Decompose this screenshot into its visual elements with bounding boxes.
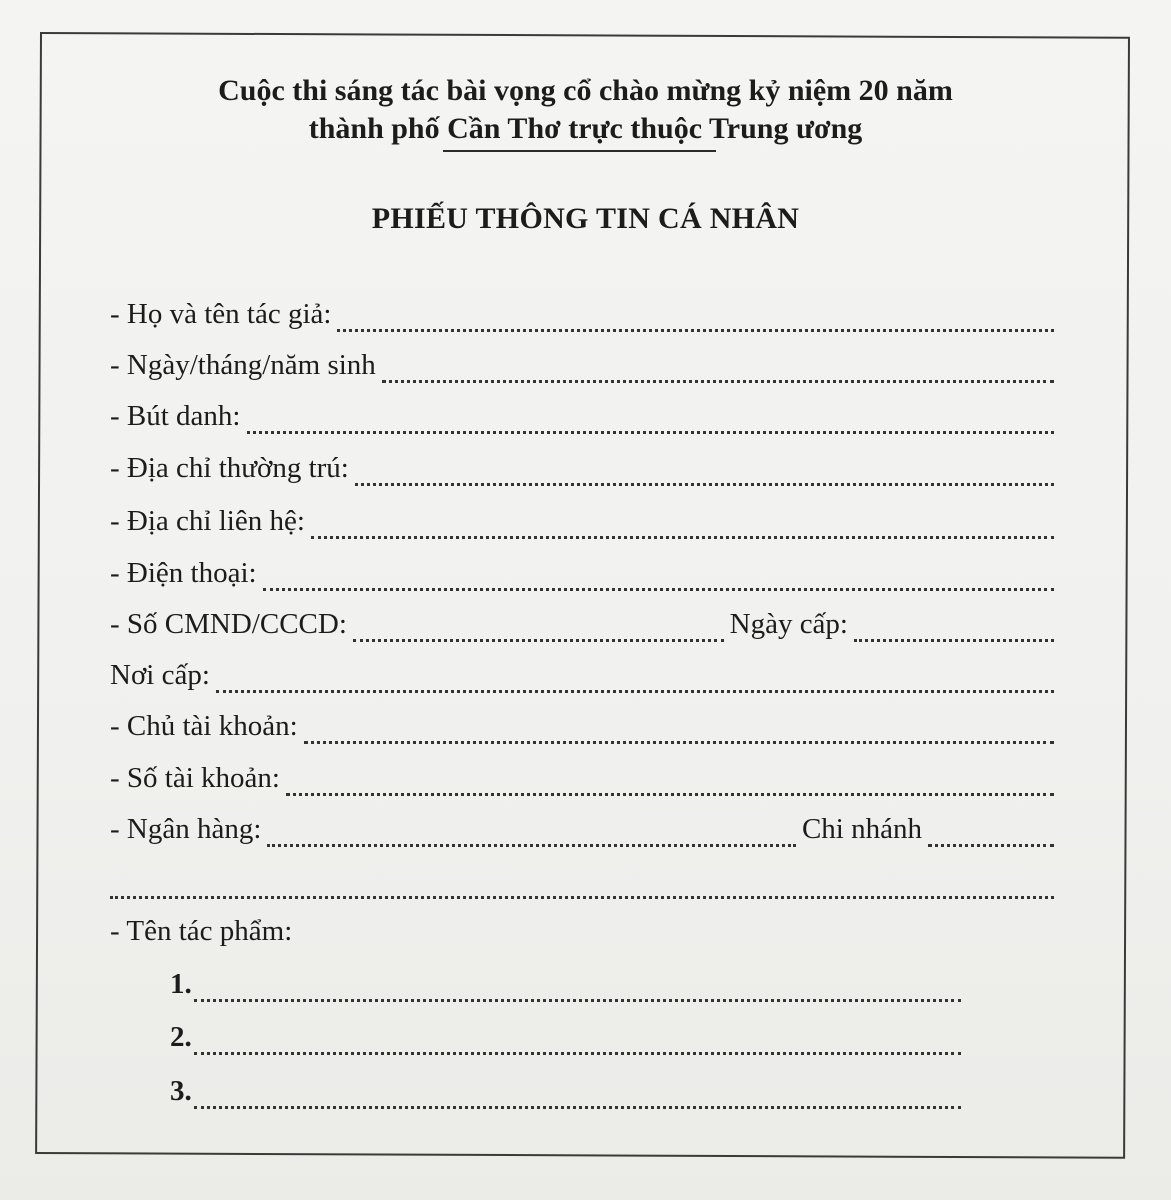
field-birth-date[interactable]	[110, 349, 1058, 389]
work-item-1[interactable]	[170, 968, 965, 1008]
fill-line[interactable]	[304, 741, 1054, 744]
fill-line[interactable]	[267, 844, 796, 847]
title-text-after: Trung ương	[702, 112, 863, 145]
field-label-issue-date: Ngày cấp:	[729, 608, 848, 640]
fill-line[interactable]	[928, 844, 1054, 847]
fill-line[interactable]	[194, 1106, 961, 1109]
fill-line[interactable]	[216, 690, 1054, 693]
fill-line[interactable]	[311, 536, 1054, 539]
form-title: PHIẾU THÔNG TIN CÁ NHÂN	[371, 202, 800, 235]
field-label: - Số tài khoản:	[110, 762, 280, 794]
field-full-name[interactable]	[110, 298, 1058, 338]
fill-line[interactable]	[286, 793, 1054, 796]
field-label: - Ngày/tháng/năm sinh	[110, 349, 376, 381]
field-account-number[interactable]	[110, 762, 1058, 802]
field-label: - Địa chỉ liên hệ:	[110, 505, 305, 537]
field-label: - Ngân hàng:	[110, 813, 262, 845]
fill-line[interactable]	[382, 380, 1054, 383]
field-label: - Tên tác phẩm:	[110, 915, 293, 947]
field-issue-place[interactable]	[110, 659, 1058, 699]
fill-line[interactable]	[194, 999, 961, 1002]
field-id-number[interactable]	[110, 608, 1058, 648]
work-item-2[interactable]	[170, 1021, 965, 1061]
field-label: - Địa chỉ thường trú:	[110, 452, 349, 484]
fill-line[interactable]	[353, 639, 724, 642]
field-bank[interactable]	[110, 813, 1058, 853]
contest-title-line-2	[0, 112, 1171, 146]
item-number: 2.	[170, 1021, 192, 1053]
field-label: Nơi cấp:	[110, 659, 210, 691]
fill-line[interactable]	[194, 1052, 961, 1055]
work-item-3[interactable]	[170, 1075, 965, 1115]
field-phone[interactable]	[110, 557, 1058, 597]
fill-line[interactable]	[355, 483, 1054, 486]
fill-line[interactable]	[263, 588, 1054, 591]
field-work-titles	[110, 915, 1058, 955]
field-label: - Chủ tài khoản:	[110, 710, 298, 742]
fill-line[interactable]	[247, 431, 1055, 434]
field-permanent-address[interactable]	[110, 452, 1058, 492]
field-pen-name[interactable]	[110, 400, 1058, 440]
field-bank-continuation[interactable]	[110, 865, 1058, 905]
field-contact-address[interactable]	[110, 505, 1058, 545]
field-label-branch: Chi nhánh	[801, 813, 922, 845]
field-label: - Điện thoại:	[110, 557, 257, 589]
title-text-before: thành phố	[308, 112, 448, 145]
field-label: - Bút danh:	[110, 400, 241, 432]
title-underlined-text: Cần Thơ trực thuộc	[447, 112, 703, 145]
item-number: 3.	[170, 1075, 192, 1107]
field-label: - Họ và tên tác giả:	[110, 298, 332, 330]
item-number: 1.	[170, 968, 192, 1000]
field-label: - Số CMND/CCCD:	[110, 608, 347, 640]
field-account-holder[interactable]	[110, 710, 1058, 750]
contest-title-line-1: Cuộc thi sáng tác bài vọng cổ chào mừng kỷ niệm 20 năm	[218, 74, 953, 107]
fill-line[interactable]	[110, 896, 1054, 899]
fill-line[interactable]	[337, 329, 1054, 332]
fill-line[interactable]	[854, 639, 1054, 642]
